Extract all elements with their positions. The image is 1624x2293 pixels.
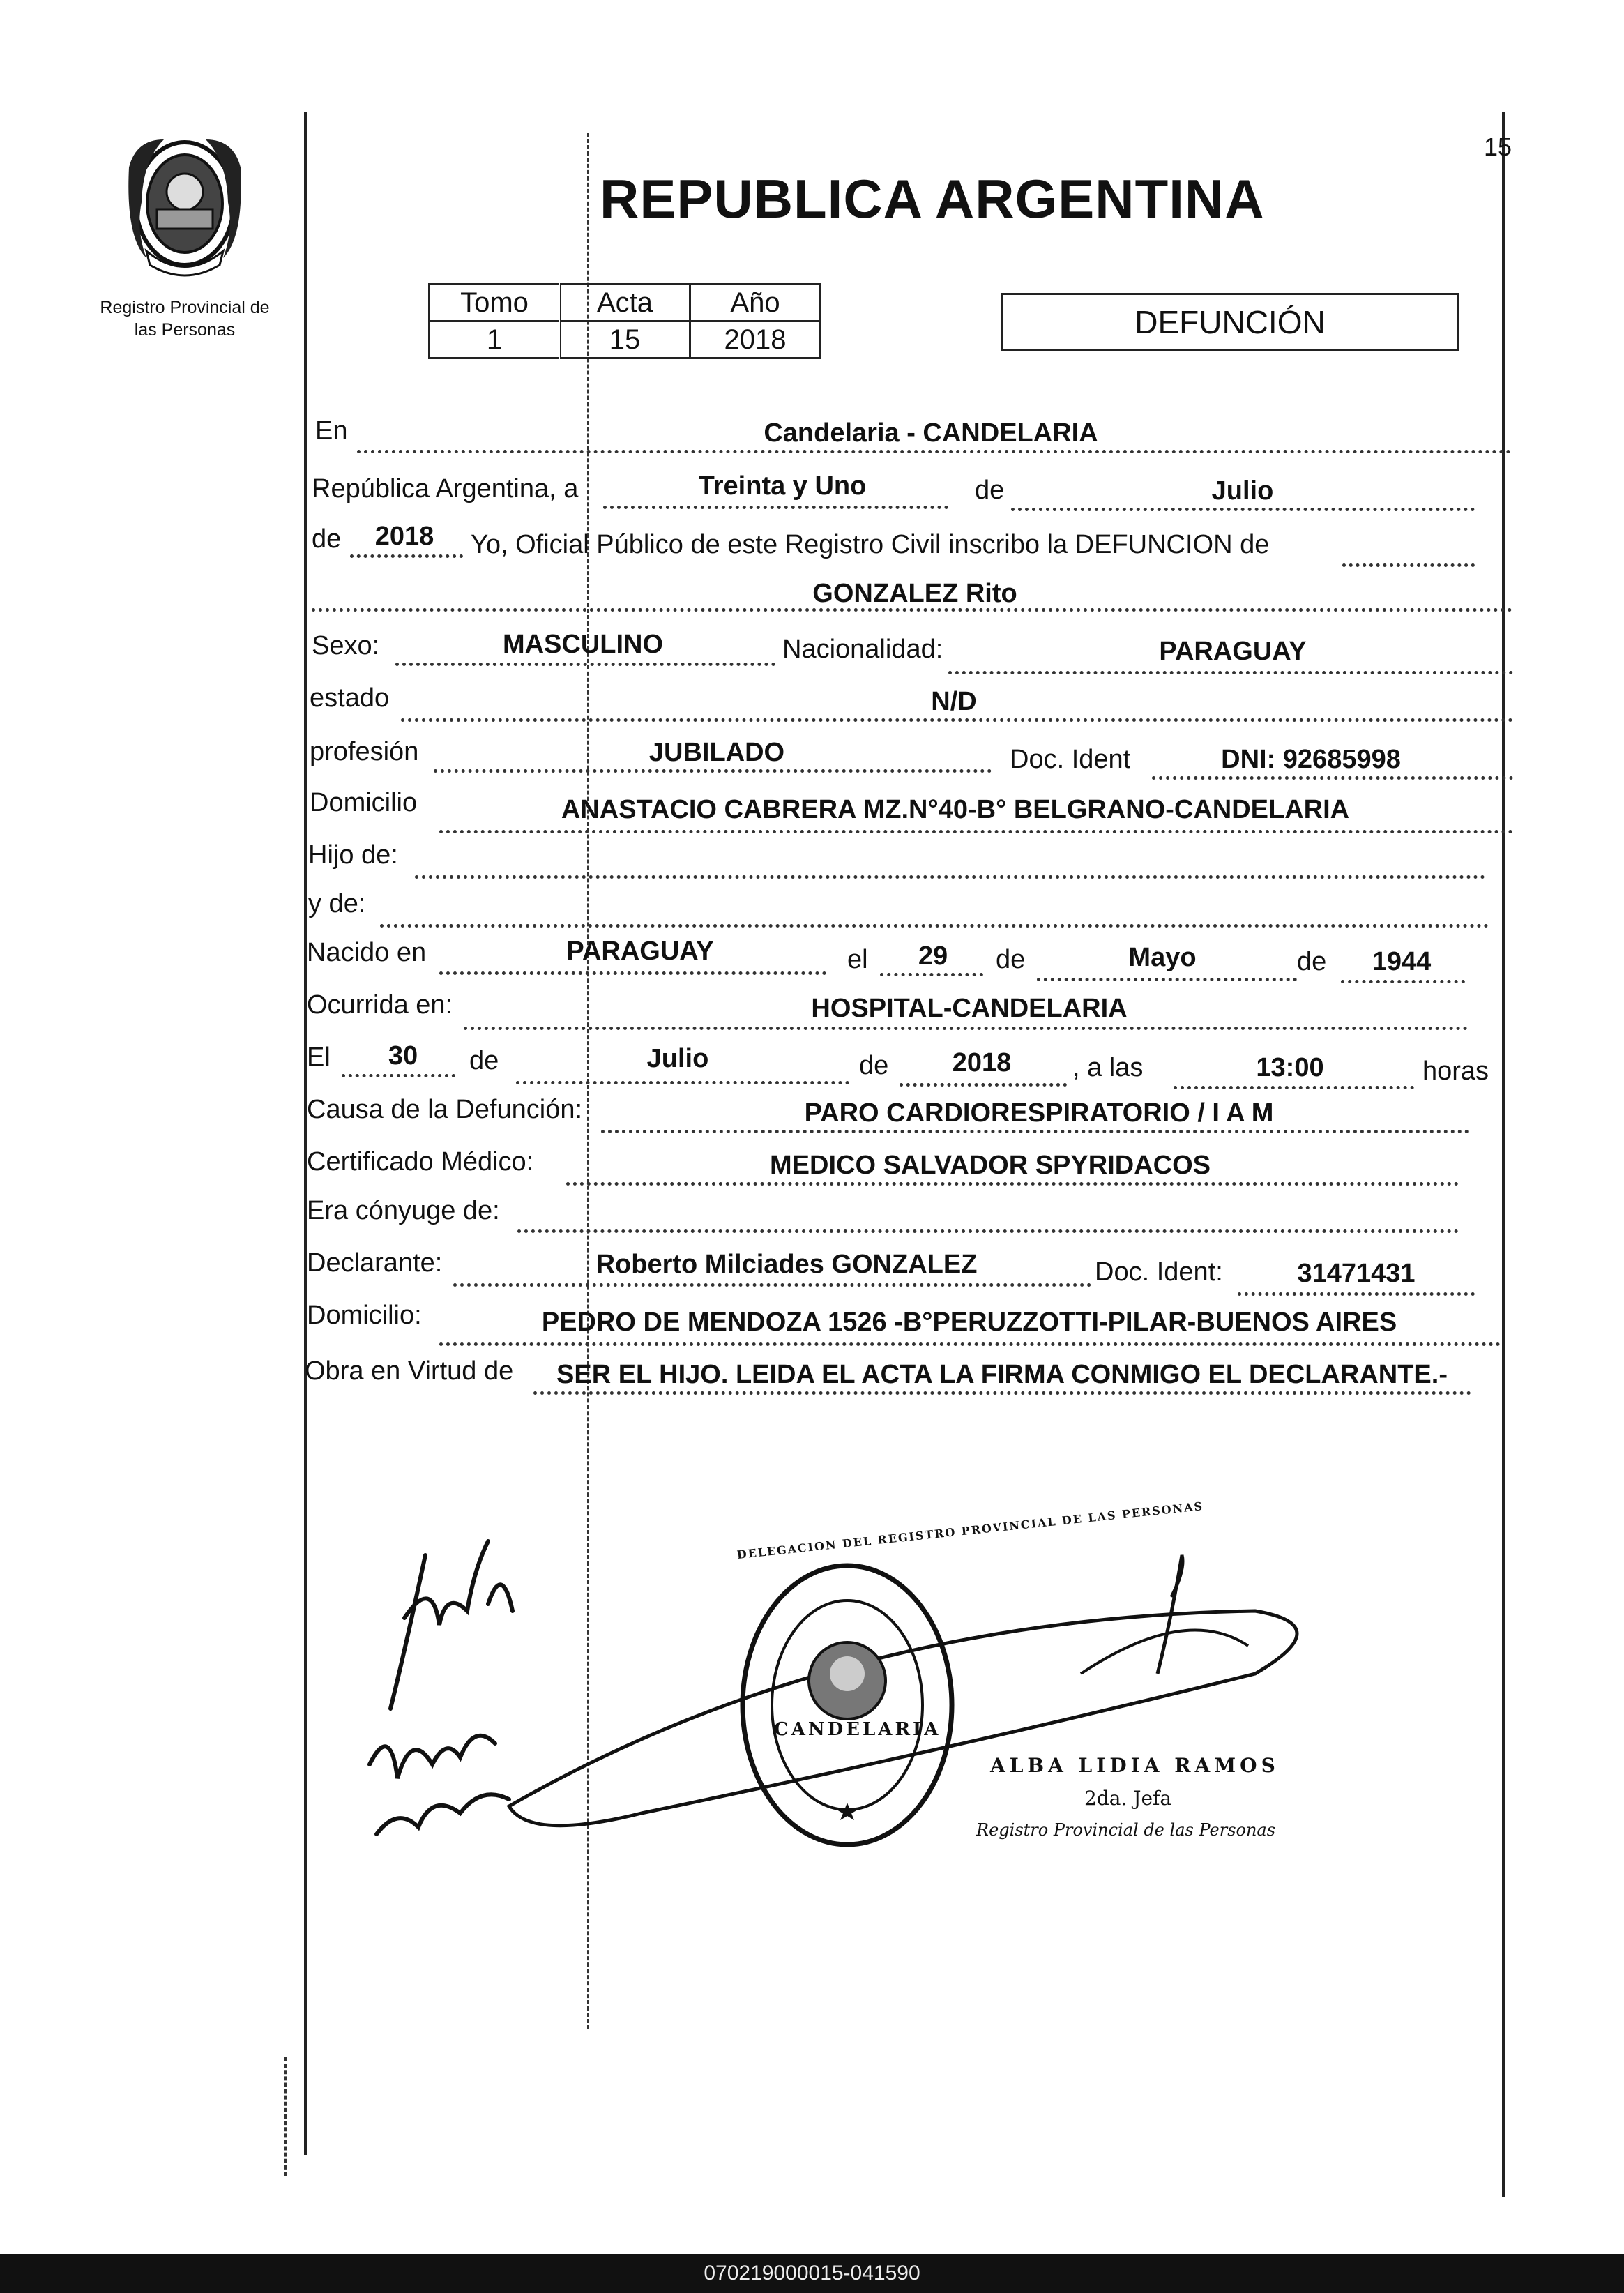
record-table: [428, 283, 821, 359]
horas-label: horas: [1422, 1057, 1489, 1086]
conyuge-label: Era cónyuge de:: [307, 1196, 500, 1225]
signature-drawing: [349, 1513, 1325, 1904]
nacionalidad-label: Nacionalidad:: [782, 635, 943, 664]
republica-label: República Argentina, a: [312, 474, 579, 504]
nacido-dia-line: [880, 973, 983, 976]
estado-value: N/D: [931, 687, 977, 716]
table-row: [430, 285, 821, 321]
signature-area: [349, 1513, 1325, 1904]
table-row: [430, 321, 821, 358]
inscribo-line: [1342, 563, 1475, 567]
left-margin-line: [304, 112, 307, 2155]
day-line: [603, 506, 948, 509]
registry-line-1: Registro Provincial de: [100, 298, 270, 317]
coat-of-arms-icon: [115, 126, 255, 282]
en-value: Candelaria - CANDELARIA: [764, 418, 1098, 448]
def-dia: 30: [388, 1041, 418, 1070]
day-words: Treinta y Uno: [698, 471, 867, 501]
nacido-lugar: PARAGUAY: [566, 937, 714, 966]
obra-label: Obra en Virtud de: [305, 1356, 514, 1386]
ocurrida-line: [464, 1027, 1468, 1030]
stamp-city: CANDELARIA: [774, 1719, 941, 1740]
hijo-line: [415, 875, 1485, 879]
sexo-line: [395, 663, 775, 666]
certificado-label: Certificado Médico:: [307, 1147, 534, 1176]
nacionalidad-line: [948, 671, 1513, 674]
profesion-value: JUBILADO: [648, 738, 785, 767]
def-dia-line: [342, 1074, 455, 1077]
de-mes-label: de: [996, 945, 1026, 974]
year-line: [350, 554, 463, 558]
doc-value: DNI: 92685998: [1221, 745, 1401, 774]
de-def-mes-label: de: [469, 1046, 499, 1075]
declarante-line: [453, 1283, 1091, 1287]
domicilio-label: Domicilio: [310, 788, 418, 817]
alas-label: , a las: [1072, 1053, 1144, 1082]
official-name: ALBA LIDIA RAMOS: [990, 1754, 1280, 1777]
official-signature: [509, 1611, 1297, 1826]
estado-line: [401, 718, 1513, 722]
ocurrida-label: Ocurrida en:: [307, 990, 453, 1020]
de-anio-label: de: [1297, 947, 1327, 976]
def-hora: 13:00: [1256, 1053, 1324, 1082]
def-mes-line: [516, 1081, 849, 1084]
table-header-acta: Acta: [560, 285, 690, 321]
yde-label: y de:: [308, 889, 366, 918]
de-label: de: [975, 476, 1005, 505]
profesion-label: profesión: [310, 737, 419, 766]
nacido-lugar-line: [439, 971, 826, 975]
page-number: 15: [1484, 133, 1512, 161]
domicilio-line: [439, 830, 1513, 833]
el-label: el: [847, 945, 868, 974]
declarante-label: Declarante:: [307, 1248, 443, 1278]
de-year-label: de: [312, 524, 342, 554]
month-line: [1011, 508, 1475, 511]
nacido-dia: 29: [918, 941, 948, 971]
sexo-value: MASCULINO: [502, 630, 664, 659]
doc2-value: 31471431: [1297, 1259, 1416, 1288]
hijo-label: Hijo de:: [308, 840, 398, 870]
estado-label: estado: [310, 683, 390, 713]
fold-line-lower: [284, 2057, 287, 2176]
ocurrida-value: HOSPITAL-CANDELARIA: [811, 994, 1128, 1023]
doc2-label: Doc. Ident:: [1095, 1257, 1223, 1287]
doc-line: [1152, 776, 1513, 780]
registry-label: [77, 296, 293, 341]
sexo-label: Sexo:: [312, 631, 380, 660]
table-cell-tomo: 1: [430, 321, 560, 358]
obra-line: [533, 1391, 1471, 1395]
causa-line: [601, 1130, 1469, 1133]
official-stamp: [743, 1566, 952, 1845]
official-org: Registro Provincial de las Personas: [976, 1820, 1276, 1840]
el-cap-label: El: [307, 1043, 331, 1072]
conyuge-line: [517, 1229, 1459, 1233]
en-line: [357, 450, 1511, 453]
nacido-label: Nacido en: [307, 938, 427, 967]
def-anio-line: [900, 1083, 1067, 1087]
declarant-signature: [370, 1541, 513, 1834]
de-def-anio-label: de: [859, 1051, 889, 1080]
table-cell-anio: 2018: [690, 321, 821, 358]
record-type-box: DEFUNCIÓN: [1001, 293, 1459, 351]
domicilio2-line: [439, 1342, 1501, 1346]
certificado-line: [566, 1182, 1459, 1186]
month-value: Julio: [1211, 476, 1274, 506]
en-label: En: [315, 416, 348, 446]
doc-label: Doc. Ident: [1010, 745, 1131, 774]
causa-value: PARO CARDIORESPIRATORIO / I A M: [804, 1098, 1274, 1128]
nacionalidad-value: PARAGUAY: [1159, 637, 1307, 666]
doc2-line: [1238, 1292, 1475, 1296]
nacido-mes: Mayo: [1128, 943, 1197, 972]
domicilio2-value: PEDRO DE MENDOZA 1526 -B°PERUZZOTTI-PILAR-BUENOS AIRES: [541, 1308, 1397, 1337]
table-header-tomo: Tomo: [430, 285, 560, 321]
certificado-value: MEDICO SALVADOR SPYRIDACOS: [770, 1151, 1211, 1180]
domicilio-value: ANASTACIO CABRERA MZ.N°40-B° BELGRANO-CANDELARIA: [561, 795, 1350, 824]
nacido-anio-line: [1341, 980, 1465, 983]
def-mes: Julio: [646, 1044, 709, 1073]
province-logo: [115, 126, 255, 282]
yde-line: [380, 924, 1489, 928]
year-value: 2018: [374, 522, 434, 551]
stamp-text: DELEGACION DEL REGISTRO PROVINCIAL DE LAS PERSONAS: [736, 1499, 1204, 1562]
obra-value: SER EL HIJO. LEIDA EL ACTA LA FIRMA CONMIGO EL DECLARANTE.-: [556, 1360, 1448, 1389]
barcode-footer: 070219000015-041590: [0, 2254, 1624, 2293]
def-hora-line: [1174, 1086, 1414, 1089]
nacido-anio: 1944: [1372, 947, 1432, 976]
right-margin-line: [1502, 112, 1505, 2197]
nacido-mes-line: [1037, 978, 1297, 981]
registry-line-2: las Personas: [134, 320, 236, 340]
official-role: 2da. Jefa: [1084, 1787, 1172, 1810]
inscribo-text: Yo, Oficial Público de este Registro Civil inscribo la DEFUNCION de: [471, 530, 1270, 559]
declarante-value: Roberto Milciades GONZALEZ: [595, 1250, 978, 1279]
deceased-name: GONZALEZ Rito: [812, 579, 1017, 608]
profesion-line: [434, 769, 992, 773]
def-anio: 2018: [952, 1048, 1012, 1077]
table-cell-acta: 15: [560, 321, 690, 358]
table-header-anio: Año: [690, 285, 821, 321]
page-title: REPUBLICA ARGENTINA: [600, 168, 1265, 229]
causa-label: Causa de la Defunción:: [307, 1095, 583, 1124]
domicilio2-label: Domicilio:: [307, 1301, 422, 1330]
